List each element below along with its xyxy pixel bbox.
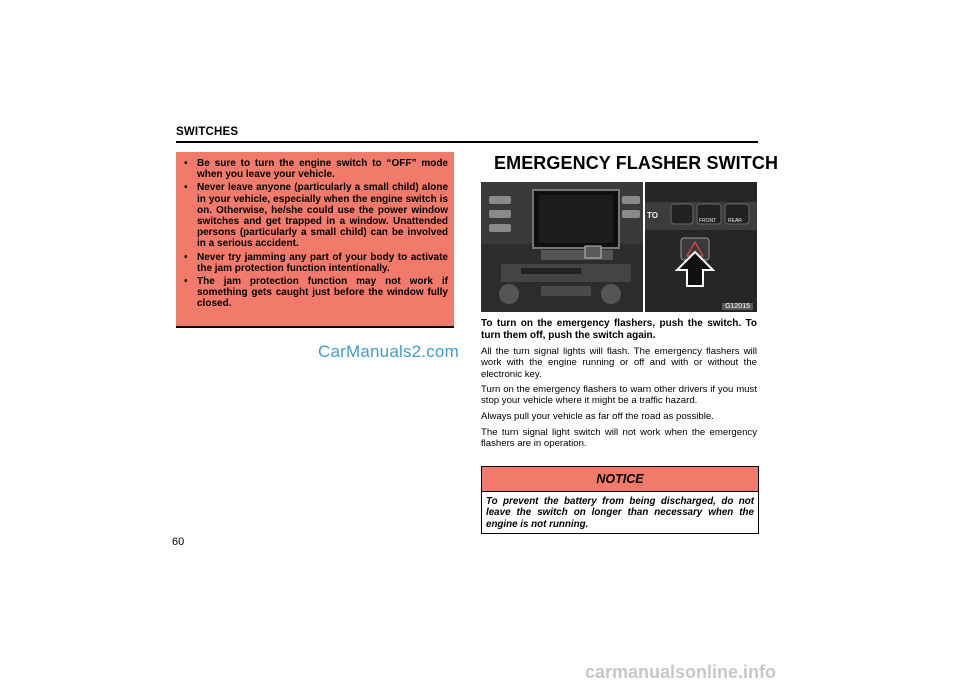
notice-box [481, 466, 759, 534]
warning-item-text: Be sure to turn the engine switch to “OFF” mode when you leave your vehicle. [197, 158, 448, 181]
notice-text: To prevent the battery from being discharged, do not leave the switch on longer than necessary when the engine is not running. [486, 496, 754, 530]
warning-box [176, 152, 454, 328]
footer-watermark: carmanualsonline.info [585, 662, 777, 682]
warning-item [182, 276, 448, 310]
bullet-icon: • [184, 251, 188, 263]
svg-text:REAR: REAR [728, 218, 742, 224]
dashboard-photo [481, 182, 757, 312]
warning-item [182, 252, 448, 274]
warning-item [182, 158, 448, 180]
bullet-icon: • [184, 158, 188, 169]
photo-caption: G12015 [722, 303, 753, 310]
lead-instruction: To turn on the emergency flashers, push the switch. To turn them off, push the switch again. [481, 318, 757, 341]
body-paragraph: The turn signal light switch will not work when the emergency flashers are in operation. [481, 427, 757, 450]
bullet-icon: • [184, 276, 188, 288]
warning-item-text: The jam protection function may not work if something gets caught just before the window fully closed. [197, 276, 448, 310]
section-title: EMERGENCY FLASHER SWITCH [494, 153, 779, 173]
warning-list [182, 158, 448, 310]
page-number: 60 [172, 536, 185, 548]
svg-text:TO: TO [647, 211, 658, 220]
watermark-link[interactable]: CarManuals2.com [318, 342, 459, 361]
body-paragraph: All the turn signal lights will flash. The emergency flashers will work with the engine running or off and with or without the electronic key. [481, 346, 757, 380]
notice-title: NOTICE [482, 467, 758, 492]
dashboard-illustration [481, 182, 757, 312]
section-header-title: SWITCHES [176, 126, 239, 138]
bullet-icon: • [184, 182, 188, 194]
warning-item [182, 182, 448, 249]
header-divider [176, 141, 758, 143]
svg-text:FRONT: FRONT [699, 218, 717, 224]
body-paragraph: Turn on the emergency flashers to warn other drivers if you must stop your vehicle where it might be a traffic hazard. [481, 384, 757, 407]
warning-item-text: Never leave anyone (particularly a small child) alone in your vehicle, especially when the engine switch is on. Otherwise, he/she could use the power window switches and get trapped in a window. Unattended persons (particularly a small child) can be involved in a serious accident. [197, 182, 448, 250]
warning-item-text: Never try jamming any part of your body to activate the jam protection function intentionally. [197, 251, 448, 274]
body-paragraph: Always pull your vehicle as far off the road as possible. [481, 411, 714, 422]
